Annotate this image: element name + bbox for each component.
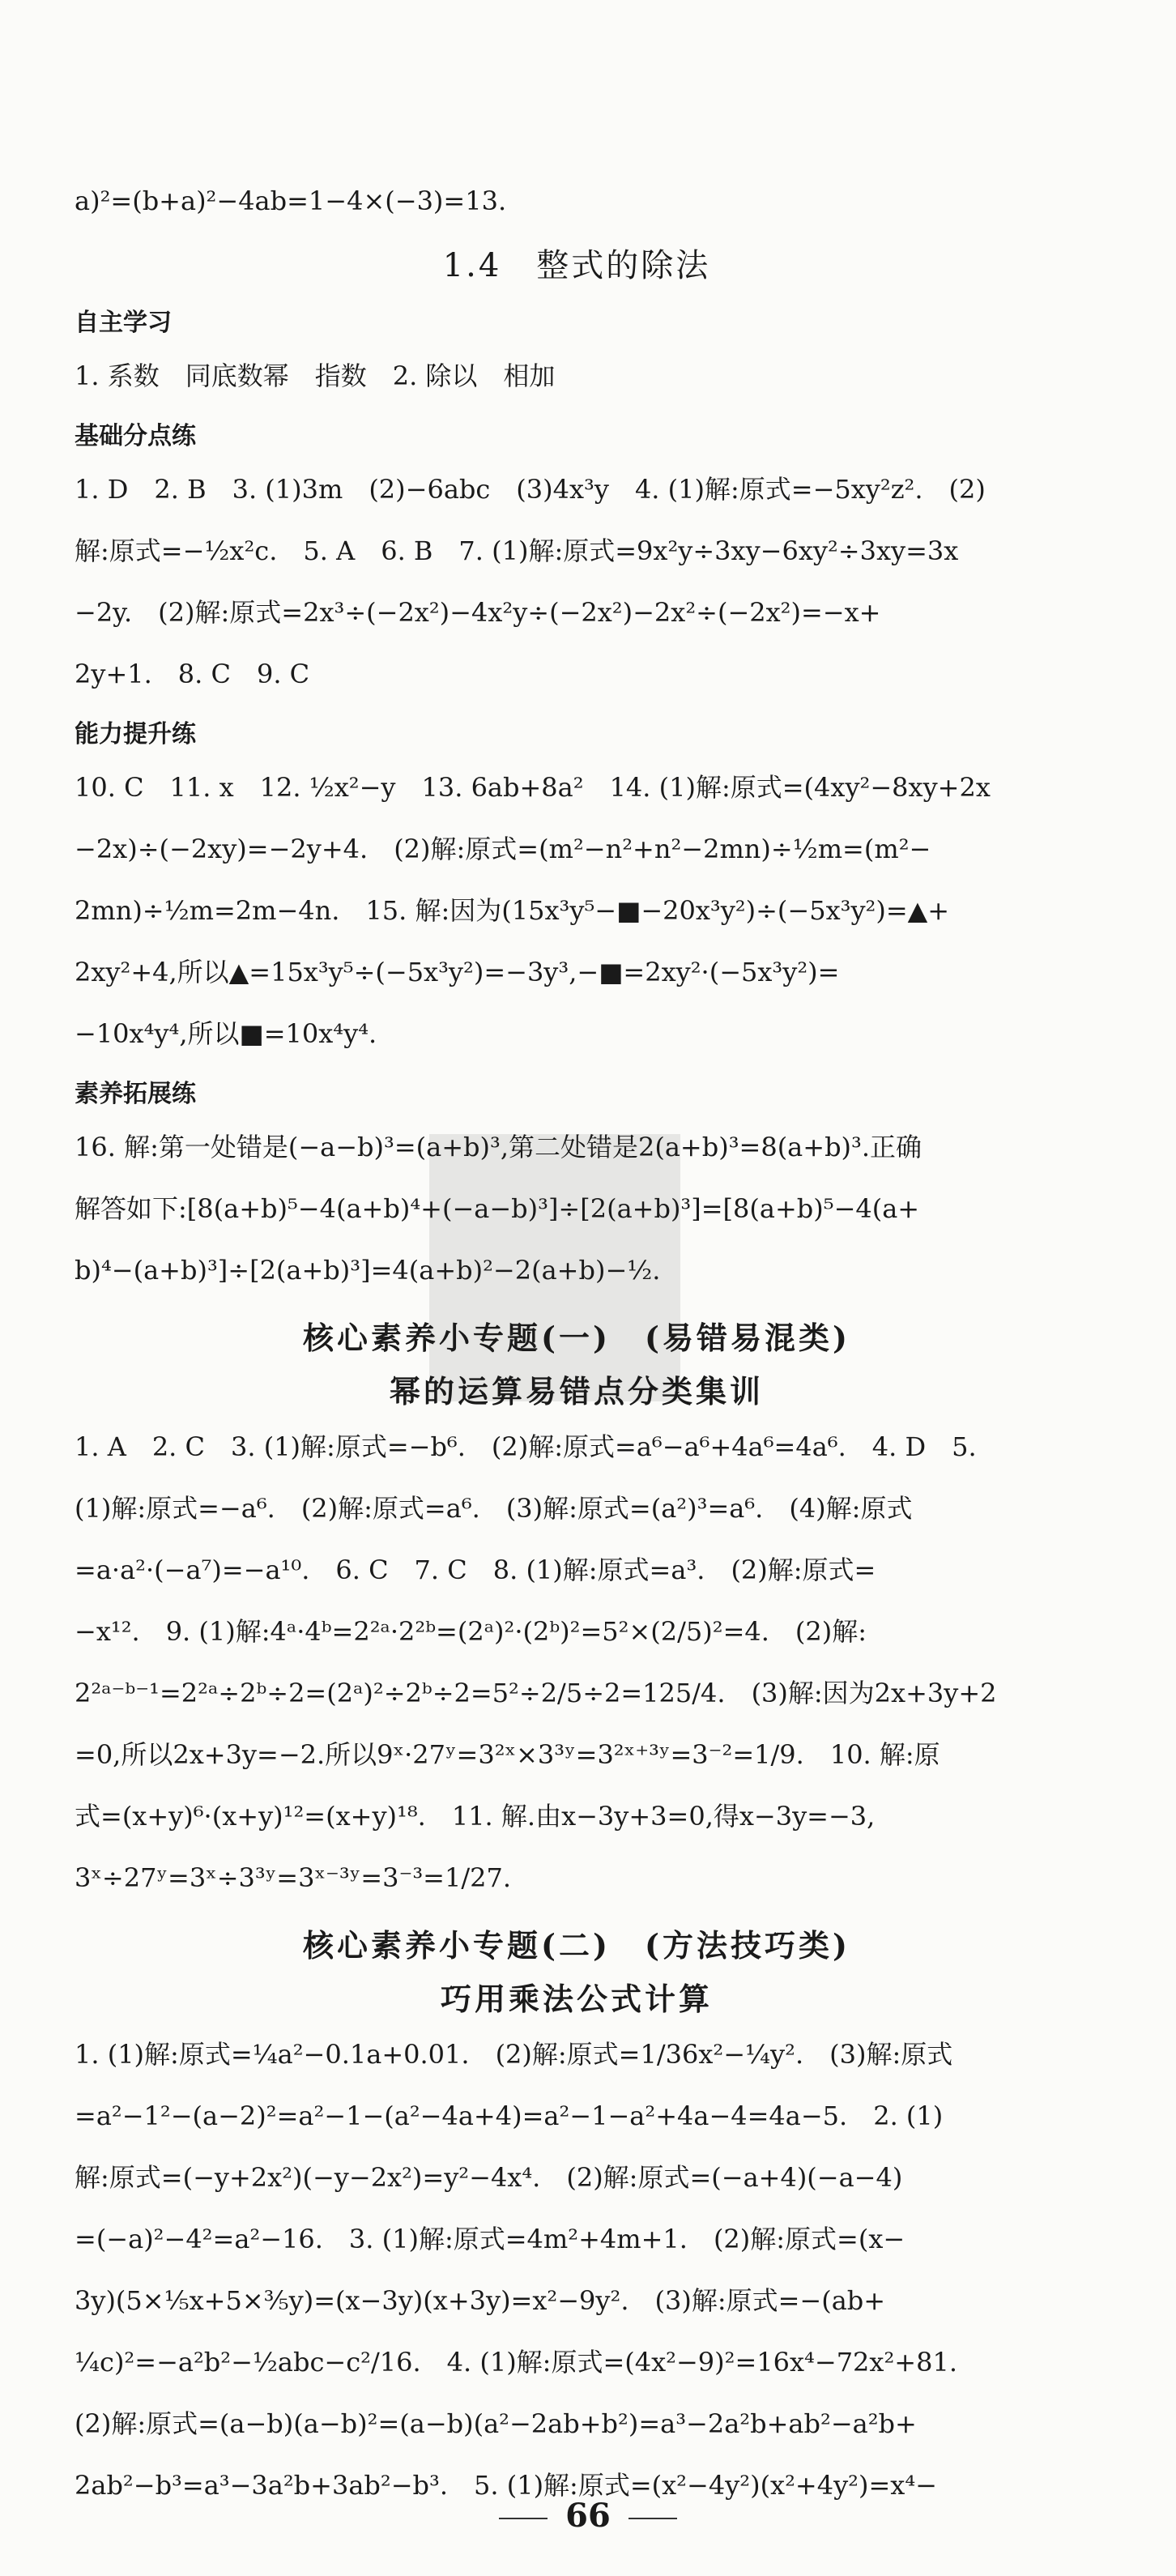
text-line: 解:原式=−½x²c. 5. A 6. B 7. (1)解:原式=9x²y÷3xy−6xy²÷3xy=3x xyxy=(75,535,959,566)
text-line: (1)解:原式=−a⁶. (2)解:原式=a⁶. (3)解:原式=(a²)³=a⁶. (4)解:原式 xyxy=(75,1493,913,1524)
subsection-label: 基础分点练 xyxy=(75,422,196,450)
page-number-dash-right xyxy=(628,2518,677,2519)
text-line: 1. A 2. C 3. (1)解:原式=−b⁶. (2)解:原式=a⁶−a⁶+4a⁶=4a⁶. 4. D 5. xyxy=(75,1431,977,1462)
text-line: 2mn)÷½m=2m−4n. 15. 解:因为(15x³y⁵−■−20x³y²)÷(−5x³y²)=▲+ xyxy=(75,895,950,926)
text-line: 解:原式=(−y+2x²)(−y−2x²)=y²−4x⁴. (2)解:原式=(−a+4)(−a−4) xyxy=(75,2162,903,2193)
text-line: 10. C 11. x 12. ½x²−y 13. 6ab+8a² 14. (1)解:原式=(4xy²−8xy+2x xyxy=(75,772,991,803)
text-line: −10x⁴y⁴,所以■=10x⁴y⁴. xyxy=(75,1018,377,1049)
text-line: −x¹². 9. (1)解:4ᵃ·4ᵇ=2²ᵃ·2²ᵇ=(2ᵃ)²·(2ᵇ)²=5²×(2/5)²=4. (2)解: xyxy=(75,1616,867,1647)
page-number-dash-left xyxy=(499,2518,548,2519)
text-line: b)⁴−(a+b)³]÷[2(a+b)³]=4(a+b)²−2(a+b)−½. xyxy=(75,1255,661,1286)
text-line: 解答如下:[8(a+b)⁵−4(a+b)⁴+(−a−b)³]÷[2(a+b)³]=[8(a+b)⁵−4(a+ xyxy=(75,1193,920,1224)
subsection-label: 素养拓展练 xyxy=(75,1080,196,1108)
topic-subtitle: 幂的运算易错点分类集训 xyxy=(389,1373,764,1410)
topic-title: 核心素养小专题(二) (方法技巧类) xyxy=(303,1927,850,1964)
text-line: 16. 解:第一处错是(−a−b)³=(a+b)³,第二处错是2(a+b)³=8(a+b)³.正确 xyxy=(75,1132,922,1162)
subsection-label: 自主学习 xyxy=(75,309,172,337)
text-line: −2y. (2)解:原式=2x³÷(−2x²)−4x²y÷(−2x²)−2x²÷(−2x²)=−x+ xyxy=(75,597,881,628)
text-line: ¼c)²=−a²b²−½abc−c²/16. 4. (1)解:原式=(4x²−9)²=16x⁴−72x²+81. xyxy=(75,2347,957,2378)
section-heading: 1.4 整式的除法 xyxy=(442,247,711,284)
text-line: 2y+1. 8. C 9. C xyxy=(75,659,310,689)
text-line: a)²=(b+a)²−4ab=1−4×(−3)=13. xyxy=(75,186,507,216)
text-line: (2)解:原式=(a−b)(a−b)²=(a−b)(a²−2ab+b²)=a³−2a²b+ab²−a²b+ xyxy=(75,2408,917,2439)
text-line: 3ˣ÷27ʸ=3ˣ÷3³ʸ=3ˣ⁻³ʸ=3⁻³=1/27. xyxy=(75,1862,512,1893)
page-number xyxy=(0,2497,1176,2535)
text-line: =(−a)²−4²=a²−16. 3. (1)解:原式=4m²+4m+1. (2)解:原式=(x− xyxy=(75,2224,905,2254)
text-line: 1. 系数 同底数幂 指数 2. 除以 相加 xyxy=(75,360,556,391)
topic-subtitle: 巧用乘法公式计算 xyxy=(440,1981,713,2017)
text-line: 2ab²−b³=a³−3a²b+3ab²−b³. 5. (1)解:原式=(x²−4y²)(x²+4y²)=x⁴− xyxy=(75,2470,937,2501)
text-line: =0,所以2x+3y=−2.所以9ˣ·27ʸ=3²ˣ×3³ʸ=3²ˣ⁺³ʸ=3⁻²=1/9. 10. 解:原 xyxy=(75,1739,940,1770)
subsection-label: 能力提升练 xyxy=(75,720,196,748)
answer-content xyxy=(75,185,1079,2531)
text-line: 式=(x+y)⁶·(x+y)¹²=(x+y)¹⁸. 11. 解.由x−3y+3=0,得x−3y=−3, xyxy=(75,1801,876,1832)
text-line: =a·a²·(−a⁷)=−a¹⁰. 6. C 7. C 8. (1)解:原式=a³. (2)解:原式= xyxy=(75,1555,876,1585)
text-line: −2x)÷(−2xy)=−2y+4. (2)解:原式=(m²−n²+n²−2mn)÷½m=(m²− xyxy=(75,834,931,864)
text-line: 1. D 2. B 3. (1)3m (2)−6abc (3)4x³y 4. (1)解:原式=−5xy²z². (2) xyxy=(75,474,986,505)
text-line: 2²ᵃ⁻ᵇ⁻¹=2²ᵃ÷2ᵇ÷2=(2ᵃ)²÷2ᵇ÷2=5²÷2/5÷2=125/4. (3)解:因为2x+3y+2 xyxy=(75,1678,997,1708)
topic-title: 核心素养小专题(一) (易错易混类) xyxy=(303,1320,850,1356)
text-line: 1. (1)解:原式=¼a²−0.1a+0.01. (2)解:原式=1/36x²−¼y². (3)解:原式 xyxy=(75,2039,953,2070)
text-line: =a²−1²−(a−2)²=a²−1−(a²−4a+4)=a²−1−a²+4a−4=4a−5. 2. (1) xyxy=(75,2100,944,2131)
text-line: 3y)(5×⅕x+5×⅗y)=(x−3y)(x+3y)=x²−9y². (3)解:原式=−(ab+ xyxy=(75,2285,886,2316)
page-number-value: 66 xyxy=(565,2497,611,2535)
text-line: 2xy²+4,所以▲=15x³y⁵÷(−5x³y²)=−3y³,−■=2xy²·(−5x³y²)= xyxy=(75,957,840,987)
